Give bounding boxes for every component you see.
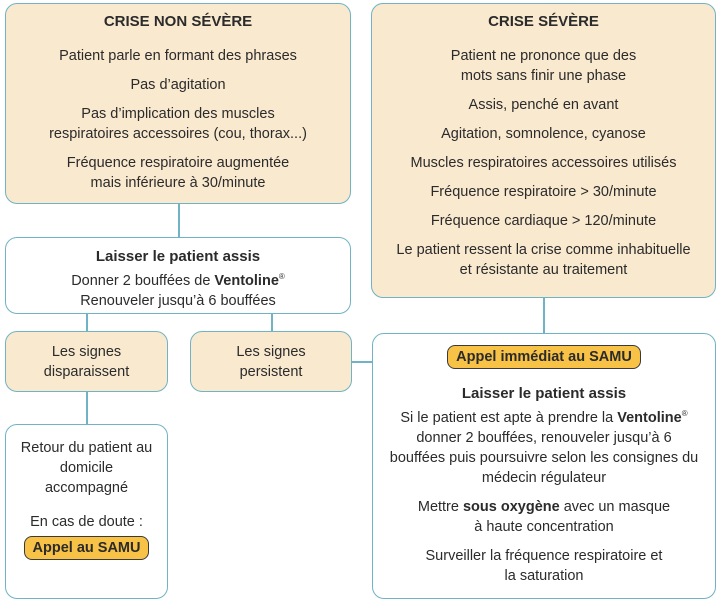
severe-item-3: Agitation, somnolence, cyanose — [441, 126, 646, 142]
severe-crisis-box — [371, 3, 716, 298]
connector-disappear-to-return — [86, 392, 88, 424]
non-severe-item-4: Fréquence respiratoire augmentée mais inférieure à 30/minute — [66, 155, 290, 191]
severe-ventoline-prefix: Si le patient est apte à prendre la — [400, 409, 618, 426]
non-severe-title: CRISE NON SÉVÈRE — [103, 13, 253, 30]
non-severe-crisis-box — [5, 3, 351, 204]
severe-item-2: Assis, penché en avant — [468, 97, 619, 113]
severe-action-box — [372, 333, 716, 599]
ventoline-prefix: Donner 2 bouffées de — [71, 272, 215, 289]
severe-ventoline-drug: Ventoline — [617, 409, 682, 426]
oxygen-prefix: Mettre — [417, 498, 463, 515]
signs-persist-text: Les signes persistent — [236, 344, 306, 380]
non-severe-item-2: Pas d’agitation — [130, 77, 226, 93]
return-home-box — [5, 424, 168, 599]
oxygen-suffix: avec un masque à haute concentration — [474, 498, 671, 535]
renew-doses-text: Renouveler jusqu’à 6 bouffées — [80, 292, 276, 309]
severe-sit-patient-title: Laisser le patient assis — [461, 385, 627, 402]
connector-severe-to-action — [543, 298, 545, 333]
signs-disappear-text: Les signes disparaissent — [43, 344, 130, 380]
severe-ventoline-text — [389, 404, 699, 488]
sit-patient-title: Laisser le patient assis — [95, 248, 261, 265]
registered-mark: ® — [278, 272, 285, 281]
severe-registered-mark: ® — [681, 409, 688, 418]
monitor-text: Surveiller la fréquence respiratoire et la saturation — [425, 547, 663, 584]
connector-nonsevere-to-action — [178, 204, 180, 237]
return-home-text: Retour du patient au domicile accompagné — [20, 440, 153, 496]
connector-action-to-persist — [271, 314, 273, 331]
severe-ventoline-suffix: donner 2 bouffées, renouveler jusqu’à 6 bouffées puis poursuivre selon les consignes du médecin régulateur — [389, 429, 699, 486]
severe-item-1: Patient ne prononce que des mots sans finir une phase — [450, 48, 637, 84]
doubt-text: En cas de doute : — [30, 514, 143, 530]
severe-item-5: Fréquence respiratoire > 30/minute — [430, 184, 657, 200]
non-severe-item-3: Pas d’implication des muscles respiratoires accessoires (cou, thorax...) — [49, 106, 307, 142]
severe-item-6: Fréquence cardiaque > 120/minute — [430, 213, 657, 229]
severe-title: CRISE SÉVÈRE — [488, 13, 599, 30]
ventoline-dose-text — [16, 267, 340, 291]
ventoline-drug-name: Ventoline — [214, 272, 279, 289]
severe-item-4: Muscles respiratoires accessoires utilisés — [410, 155, 677, 171]
severe-item-7: Le patient ressent la crise comme inhabituelle et résistante au traitement — [396, 242, 691, 278]
oxygen-bold: sous oxygène — [462, 498, 560, 515]
call-samu-badge: Appel au SAMU — [24, 536, 150, 560]
non-severe-item-1: Patient parle en formant des phrases — [59, 48, 297, 64]
non-severe-action-box — [5, 237, 351, 314]
oxygen-text — [413, 497, 675, 537]
connector-persist-to-severe-action — [352, 361, 372, 363]
signs-persist-box — [190, 331, 352, 392]
immediate-samu-badge: Appel immédiat au SAMU — [447, 345, 641, 369]
signs-disappear-box — [5, 331, 168, 392]
connector-action-to-disappear — [86, 314, 88, 331]
